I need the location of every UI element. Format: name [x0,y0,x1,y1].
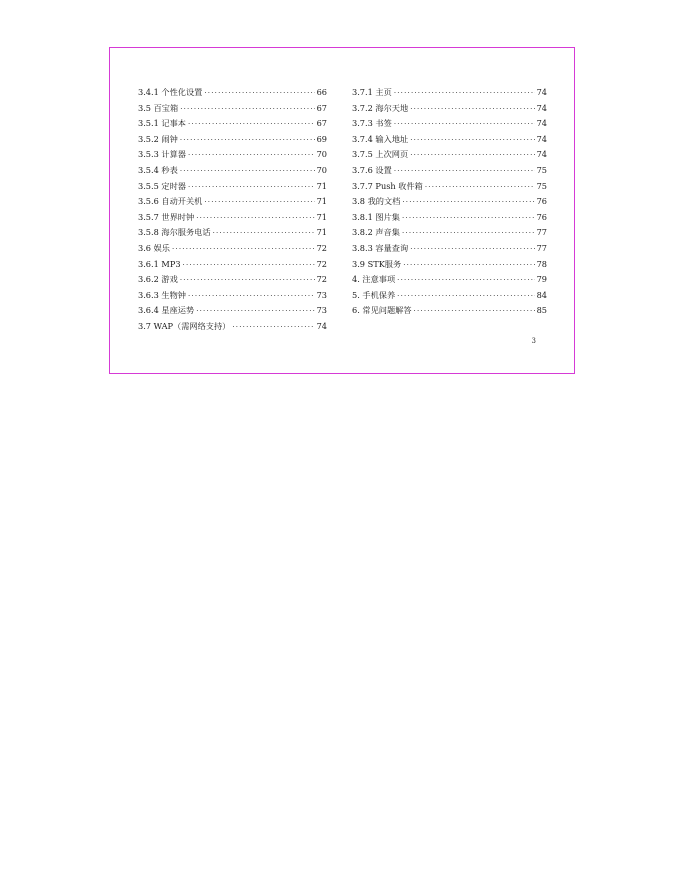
toc-dot-leader [394,86,535,102]
toc-dot-leader [394,164,535,180]
toc-entry-label: 3.6.3 生物钟 [138,289,186,300]
toc-entry-page: 71 [316,196,327,207]
toc-entry-page: 74 [536,133,547,144]
toc-entry[interactable] [352,257,547,273]
toc-entry-label: 3.5.6 自动开关机 [138,196,203,207]
toc-entry-label: 3.8 我的文档 [352,196,401,207]
toc-entry[interactable] [138,147,327,163]
toc-entry-label: 3.7 WAP（需网络支持） [138,320,231,331]
toc-dot-leader [204,86,314,102]
toc-dot-leader [403,258,534,274]
toc-entry[interactable] [352,272,547,288]
toc-entry[interactable] [352,303,547,319]
toc-dot-leader [183,258,315,274]
toc-dot-leader [180,102,314,118]
toc-entry-label: 3.5.4 秒表 [138,164,178,175]
toc-entry[interactable] [352,288,547,304]
toc-dot-leader [188,180,315,196]
toc-entry-page: 76 [536,211,547,222]
toc-entry-label: 4. 注意事项 [352,274,396,285]
toc-entry[interactable] [352,163,547,179]
toc-entry-page: 84 [536,289,547,300]
toc-entry-label: 3.7.6 设置 [352,164,392,175]
toc-entry-page: 76 [536,196,547,207]
toc-entry-label: 3.7.4 输入地址 [352,133,409,144]
toc-entry-page: 69 [316,133,327,144]
toc-dot-leader [402,211,535,227]
toc-entry[interactable] [352,225,547,241]
toc-entry-page: 67 [316,118,327,129]
toc-dot-leader [188,148,315,164]
toc-entry-label: 3.5.8 海尔服务电话 [138,227,211,238]
toc-dot-leader [410,102,534,118]
toc-entry[interactable] [138,85,327,101]
toc-entry-label: 3.5.1 记事本 [138,118,186,129]
toc-entry-page: 78 [536,258,547,269]
toc-entry[interactable] [138,272,327,288]
toc-dot-leader [188,117,315,133]
toc-entry-label: 3.7.1 主页 [352,87,392,97]
toc-entry[interactable] [138,225,327,241]
toc-entry-label: 3.8.1 图片集 [352,211,400,222]
toc-entry-page: 66 [316,87,327,97]
toc-dot-leader [414,304,535,320]
toc-entry-page: 79 [536,274,547,285]
toc-dot-leader [410,242,534,258]
toc-entry[interactable] [352,210,547,226]
toc-entry-page: 73 [316,305,327,316]
toc-dot-leader [397,273,534,289]
toc-entry-page: 72 [316,242,327,253]
toc-entry[interactable] [352,147,547,163]
toc-entry-page: 71 [316,180,327,191]
toc-entry-label: 5. 手机保养 [352,289,396,300]
toc-entry-page: 85 [536,305,547,316]
toc-entry[interactable] [138,303,327,319]
toc-entry-label: 3.5.7 世界时钟 [138,211,195,222]
toc-entry-page: 74 [316,320,327,331]
toc-entry-label: 3.6.4 星座运势 [138,305,195,316]
toc-entry-page: 77 [536,227,547,238]
toc-entry-label: 3.6.2 游戏 [138,274,178,285]
toc-entry-label: 3.6 娱乐 [138,242,170,253]
toc-entry[interactable] [352,179,547,195]
toc-entry-page: 75 [536,164,547,175]
toc-entry-label: 3.5.5 定时器 [138,180,186,191]
toc-entry-label: 3.8.2 声音集 [352,227,400,238]
toc-dot-leader [188,289,315,305]
toc-entry-page: 70 [316,164,327,175]
toc-entry[interactable] [138,132,327,148]
toc-entry-label: 3.9 STK服务 [352,258,402,269]
toc-entry-label: 3.7.2 海尔天地 [352,102,409,113]
toc-entry-page: 71 [316,211,327,222]
toc-entry[interactable] [138,179,327,195]
toc-entry-label: 3.8.3 容量查询 [352,242,409,253]
toc-dot-leader [204,195,314,211]
toc-entry-label: 3.5.2 闹钟 [138,133,178,144]
toc-dot-leader [180,133,315,149]
toc-dot-leader [410,148,534,164]
toc-entry[interactable] [138,210,327,226]
toc-dot-leader [172,242,315,258]
toc-entry-page: 74 [536,102,547,113]
toc-entry[interactable] [352,132,547,148]
toc-entry[interactable] [138,257,327,273]
toc-dot-leader [232,320,314,336]
toc-entry[interactable] [138,194,327,210]
toc-entry-page: 75 [536,180,547,191]
toc-dot-leader [402,195,534,211]
toc-dot-leader [410,133,534,149]
toc-entry[interactable] [352,116,547,132]
toc-entry-label: 3.5 百宝箱 [138,102,179,113]
toc-entry-label: 3.4.1 个性化设置 [138,87,203,97]
toc-entry-label: 3.5.3 计算器 [138,149,186,160]
toc-dot-leader [397,289,534,305]
toc-dot-leader [196,211,314,227]
toc-dot-leader [180,273,315,289]
toc-entry[interactable] [138,163,327,179]
toc-dot-leader [196,304,314,320]
toc-entry-label: 6. 常见问题解答 [352,305,412,316]
toc-entry-page: 71 [316,227,327,238]
toc-entry[interactable] [352,194,547,210]
toc-dot-leader [425,180,535,196]
toc-entry-label: 3.7.5 上次网页 [352,149,409,160]
toc-dot-leader [213,226,315,242]
toc-dot-leader [402,226,535,242]
toc-entry[interactable] [138,116,327,132]
toc-entry-label: 3.7.3 书签 [352,118,392,129]
toc-entry-page: 77 [536,242,547,253]
page-number: 3 [531,337,536,345]
toc-entry-page: 67 [316,102,327,113]
toc-entry[interactable] [352,101,547,117]
page-frame [109,47,575,374]
toc-entry-label: 3.6.1 MP3 [138,258,181,269]
toc-entry-page: 74 [536,87,547,97]
toc-entry[interactable] [138,288,327,304]
toc-entry-page: 70 [316,149,327,160]
toc-entry[interactable] [138,319,327,335]
toc-entry-page: 74 [536,149,547,160]
toc-entry[interactable] [138,101,327,117]
toc-entry-label: 3.7.7 Push 收件箱 [352,180,423,191]
toc-entry-page: 72 [316,258,327,269]
toc-entry[interactable] [138,241,327,257]
toc-entry-page: 73 [316,289,327,300]
toc-entry-page: 72 [316,274,327,285]
toc-entry[interactable] [352,241,547,257]
toc-column-left [138,85,327,335]
toc-dot-leader [394,117,535,133]
toc-column-right [352,85,547,319]
toc-dot-leader [180,164,315,180]
toc-entry[interactable] [352,85,547,101]
toc-entry-page: 74 [536,118,547,129]
